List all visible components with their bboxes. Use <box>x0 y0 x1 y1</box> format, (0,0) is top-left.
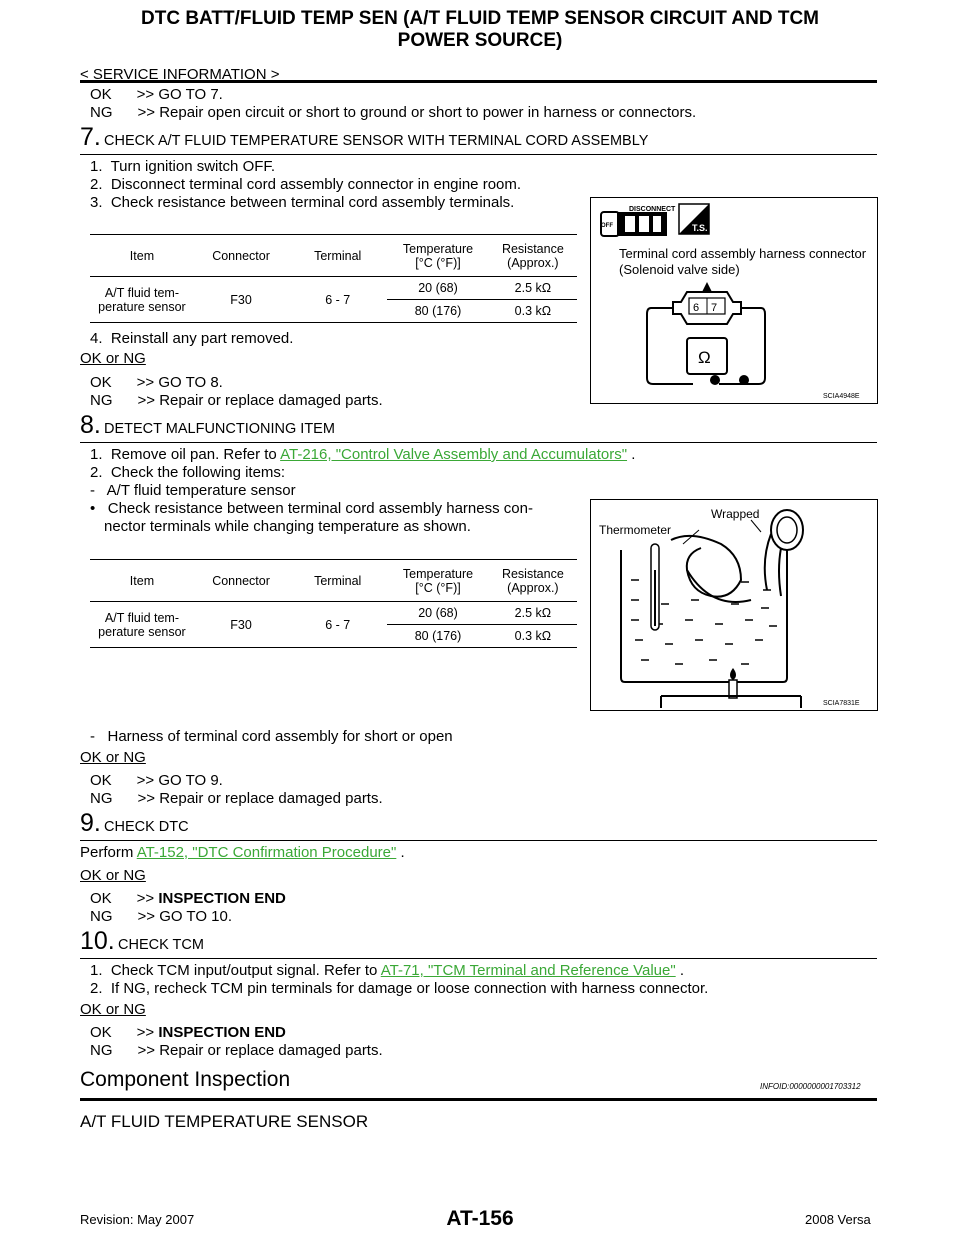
result-ok: OK >> GO TO 9. <box>90 772 223 789</box>
svg-text:T.S.: T.S. <box>692 223 708 233</box>
result-ng: NG >> Repair or replace damaged parts. <box>90 1042 383 1059</box>
step-number: 10. <box>80 927 115 955</box>
cell-terminal: 6 - 7 <box>288 602 387 648</box>
step-title: CHECK TCM <box>118 937 204 953</box>
page-title-line1: DTC BATT/FLUID TEMP SEN (A/T FLUID TEMP SENSOR CIRCUIT AND TCM <box>141 8 819 29</box>
step-title: DETECT MALFUNCTIONING ITEM <box>104 421 335 437</box>
svg-text:SCIA4948E: SCIA4948E <box>823 393 860 400</box>
instruction-line: 2. Check the following items: <box>90 464 286 481</box>
header-temperature: Temperature [°C (°F)] <box>387 560 489 602</box>
svg-text:SCIA7831E: SCIA7831E <box>823 700 860 707</box>
header-connector: Connector <box>194 560 288 602</box>
connector-illustration <box>591 198 877 403</box>
instruction-line: 3. Check resistance between terminal cord assembly terminals. <box>90 194 515 211</box>
result-ok: OK >> INSPECTION END <box>90 890 286 907</box>
step-title: CHECK DTC <box>104 819 189 835</box>
result-ng: NG >> GO TO 10. <box>90 908 233 925</box>
result-ng: NG >> Repair or replace damaged parts. <box>90 790 383 807</box>
instruction-line: 2. Disconnect terminal cord assembly connector in engine room. <box>90 176 522 193</box>
resistance-table <box>90 559 577 648</box>
ok-or-ng-label: OK or NG <box>80 350 146 367</box>
ok-or-ng-label: OK or NG <box>80 1001 146 1018</box>
subsection-heading: A/T FLUID TEMPERATURE SENSOR <box>80 1112 369 1131</box>
instruction-line: - A/T fluid temperature sensor <box>90 482 296 499</box>
section-heading: Component Inspection <box>80 1068 291 1091</box>
instruction-line: • Check resistance between terminal cord assembly harness con- <box>90 500 533 517</box>
resistance-table <box>90 234 577 323</box>
step-title: CHECK A/T FLUID TEMPERATURE SENSOR WITH TERMINAL CORD ASSEMBLY <box>104 133 649 149</box>
instruction-line: 4. Reinstall any part removed. <box>90 330 294 347</box>
instruction-line: 1. Remove oil pan. Refer to AT-216, "Control Valve Assembly and Accumulators" . <box>90 446 636 463</box>
cell-terminal: 6 - 7 <box>288 277 387 323</box>
reference-link[interactable]: AT-216, "Control Valve Assembly and Accumulators" <box>280 446 628 463</box>
result-ok: OK >> GO TO 7. <box>90 86 223 103</box>
header-terminal: Terminal <box>288 235 387 277</box>
svg-text:OFF: OFF <box>601 223 613 229</box>
svg-text:DISCONNECT: DISCONNECT <box>629 206 676 213</box>
svg-text:7: 7 <box>711 302 718 314</box>
svg-text:Ω: Ω <box>698 348 711 367</box>
cell-temperature: 20 (68) <box>387 602 489 625</box>
instruction-line: Perform AT-152, "DTC Confirmation Procedure" . <box>80 844 405 861</box>
cell-temperature: 80 (176) <box>387 625 489 648</box>
svg-text:Terminal cord assembly harness: Terminal cord assembly harness connector <box>619 246 867 261</box>
cell-temperature: 80 (176) <box>387 300 489 323</box>
header-resistance: Resistance (Approx.) <box>489 235 577 277</box>
step-rule <box>80 154 877 155</box>
step-number: 8. <box>80 411 101 439</box>
heating-test-illustration <box>591 500 877 710</box>
instruction-line: - Harness of terminal cord assembly for short or open <box>90 728 453 745</box>
ok-or-ng-label: OK or NG <box>80 749 146 766</box>
result-ok: OK >> INSPECTION END <box>90 1024 286 1041</box>
step-number: 7. <box>80 123 101 151</box>
step-number: 9. <box>80 809 101 837</box>
cell-resistance: 0.3 kΩ <box>489 300 577 323</box>
instruction-line: 2. If NG, recheck TCM pin terminals for damage or loose connection with harness connector. <box>90 980 709 997</box>
header-terminal: Terminal <box>288 560 387 602</box>
header-resistance: Resistance (Approx.) <box>489 560 577 602</box>
step-rule <box>80 958 877 959</box>
result-ok: OK >> GO TO 8. <box>90 374 223 391</box>
reference-link[interactable]: AT-152, "DTC Confirmation Procedure" <box>136 844 397 861</box>
section-rule <box>80 1098 877 1101</box>
cell-item: A/T fluid tem- perature sensor <box>90 602 194 648</box>
cell-temperature: 20 (68) <box>387 277 489 300</box>
model-label: 2008 Versa <box>805 1212 871 1227</box>
cell-resistance: 2.5 kΩ <box>489 277 577 300</box>
result-ng: NG >> Repair open circuit or short to ground or short to power in harness or connectors. <box>90 104 697 121</box>
breadcrumb: < SERVICE INFORMATION > <box>80 66 280 83</box>
thermometer-figure <box>590 499 878 711</box>
cell-connector: F30 <box>194 277 288 323</box>
cell-item: A/T fluid tem- perature sensor <box>90 277 194 323</box>
header-item: Item <box>90 235 194 277</box>
cell-resistance: 2.5 kΩ <box>489 602 577 625</box>
info-id: INFOID:0000000001703312 <box>760 1082 861 1091</box>
step-rule <box>80 442 877 443</box>
svg-text:6: 6 <box>693 302 700 314</box>
instruction-line: nector terminals while changing temperature as shown. <box>104 518 471 535</box>
ok-or-ng-label: OK or NG <box>80 867 146 884</box>
header-temperature: Temperature [°C (°F)] <box>387 235 489 277</box>
cell-connector: F30 <box>194 602 288 648</box>
page-number: AT-156 <box>446 1207 514 1230</box>
step-rule <box>80 840 877 841</box>
svg-text:Thermometer: Thermometer <box>599 523 672 537</box>
header-item: Item <box>90 560 194 602</box>
connector-figure <box>590 197 878 404</box>
result-ng: NG >> Repair or replace damaged parts. <box>90 392 383 409</box>
page-title-line2: POWER SOURCE) <box>397 30 563 51</box>
svg-text:(Solenoid valve side): (Solenoid valve side) <box>619 262 740 277</box>
revision-label: Revision: May 2007 <box>80 1212 195 1227</box>
header-rule <box>80 80 877 83</box>
instruction-line: 1. Check TCM input/output signal. Refer to AT-71, "TCM Terminal and Reference Value" . <box>90 962 685 979</box>
instruction-line: 1. Turn ignition switch OFF. <box>90 158 276 175</box>
reference-link[interactable]: AT-71, "TCM Terminal and Reference Value" <box>380 962 676 979</box>
cell-resistance: 0.3 kΩ <box>489 625 577 648</box>
svg-text:Wrapped: Wrapped <box>711 507 760 521</box>
header-connector: Connector <box>194 235 288 277</box>
